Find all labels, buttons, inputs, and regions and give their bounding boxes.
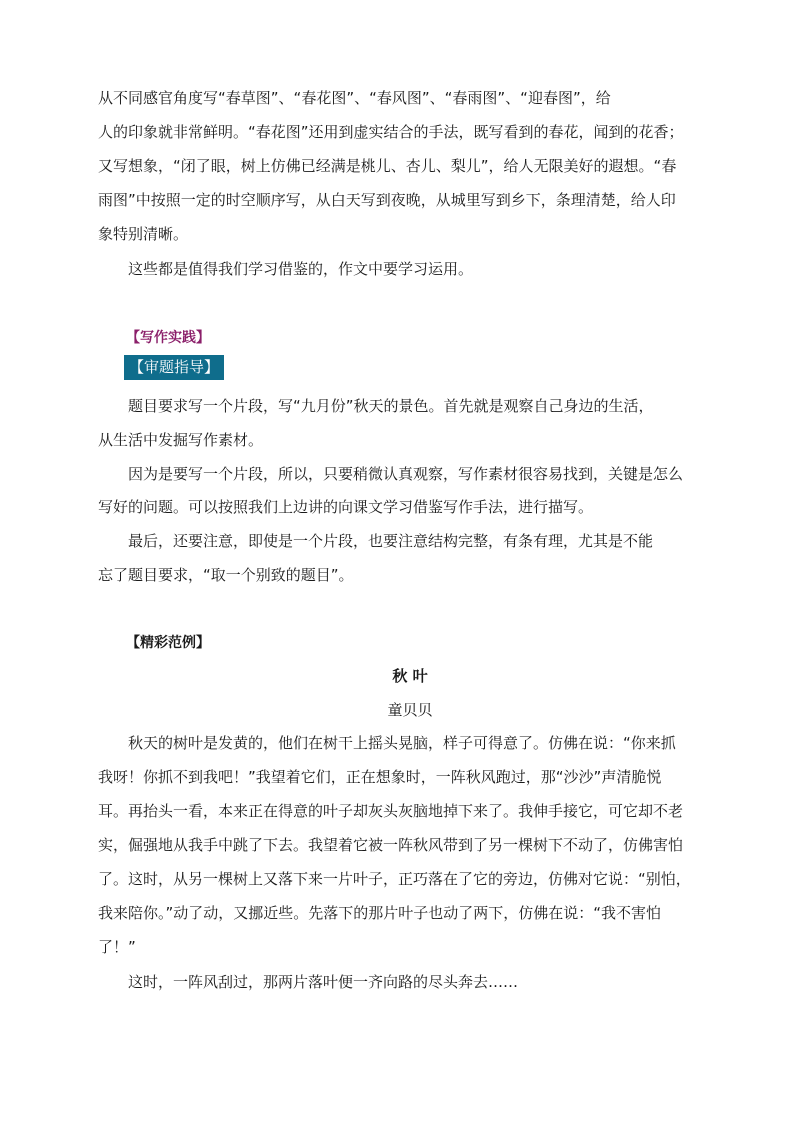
practice-line: 因为是要写一个片段，所以，只要稍微认真观察，写作素材很容易找到，关键是怎么: [128, 465, 684, 483]
practice-line: 题目要求写一个片段，写“九月份”秋天的景色。首先就是观察自己身边的生活，: [128, 397, 654, 415]
essay-line: 实，倔强地从我手中跳了下去。我望着它被一阵秋风带到了另一棵树下不动了，仿佛害怕: [98, 836, 684, 854]
summary-line: 这些都是值得我们学习借鉴的，作文中要学习运用。: [128, 260, 474, 278]
intro-line: 又写想象，“闭了眼，树上仿佛已经满是桃儿、杏儿、梨儿”，给人无限美好的遐想。“春: [98, 157, 677, 175]
guidance-badge: 【审题指导】: [124, 355, 224, 380]
closing-line: 这时，一阵风刮过，那两片落叶便一齐向路的尽头奔去……: [128, 973, 519, 991]
practice-line: 写好的问题。可以按照我们上边讲的向课文学习借鉴写作手法，进行描写。: [98, 498, 594, 516]
essay-line: 秋天的树叶是发黄的，他们在树干上摇头晃脑，样子可得意了。仿佛在说：“你来抓: [128, 734, 676, 752]
practice-line: 忘了题目要求，“取一个别致的题目”。: [98, 566, 354, 584]
intro-line: 象特别清晰。: [98, 225, 189, 243]
essay-author: 童贝贝: [387, 701, 433, 719]
essay-line: 我来陪你。”动了动，又挪近些。先落下的那片叶子也动了两下，仿佛在说：“我不害怕: [98, 904, 662, 922]
essay-line: 了！”: [98, 938, 136, 956]
section-heading-example: 【精彩范例】: [126, 635, 210, 651]
essay-line: 我呀！你抓不到我吧！”我望着它们，正在想象时，一阵秋风跑过，那“沙沙”声清脆悦: [98, 768, 662, 786]
essay-line: 了。这时，从另一棵树上又落下来一片叶子，正巧落在了它的旁边，仿佛对它说：“别怕，: [98, 870, 691, 888]
section-heading-practice: 【写作实践】: [126, 330, 210, 346]
practice-line: 从生活中发掘写作素材。: [98, 431, 264, 449]
essay-title: 秋 叶: [392, 667, 428, 685]
practice-line: 最后，还要注意，即使是一个片段，也要注意结构完整，有条有理，尤其是不能: [128, 532, 654, 550]
intro-line: 从不同感官角度写“春草图”、“春花图”、“春风图”、“春雨图”、“迎春图”，给: [98, 89, 611, 107]
intro-line: 雨图”中按照一定的时空顺序写，从白天写到夜晚，从城里写到乡下，条理清楚，给人印: [98, 191, 676, 209]
intro-line: 人的印象就非常鲜明。“春花图”还用到虚实结合的手法，既写看到的春花，闻到的花香；: [98, 123, 684, 141]
essay-line: 耳。再抬头一看，本来正在得意的叶子却灰头灰脑地掉下来了。我伸手接它，可它却不老: [98, 802, 684, 820]
